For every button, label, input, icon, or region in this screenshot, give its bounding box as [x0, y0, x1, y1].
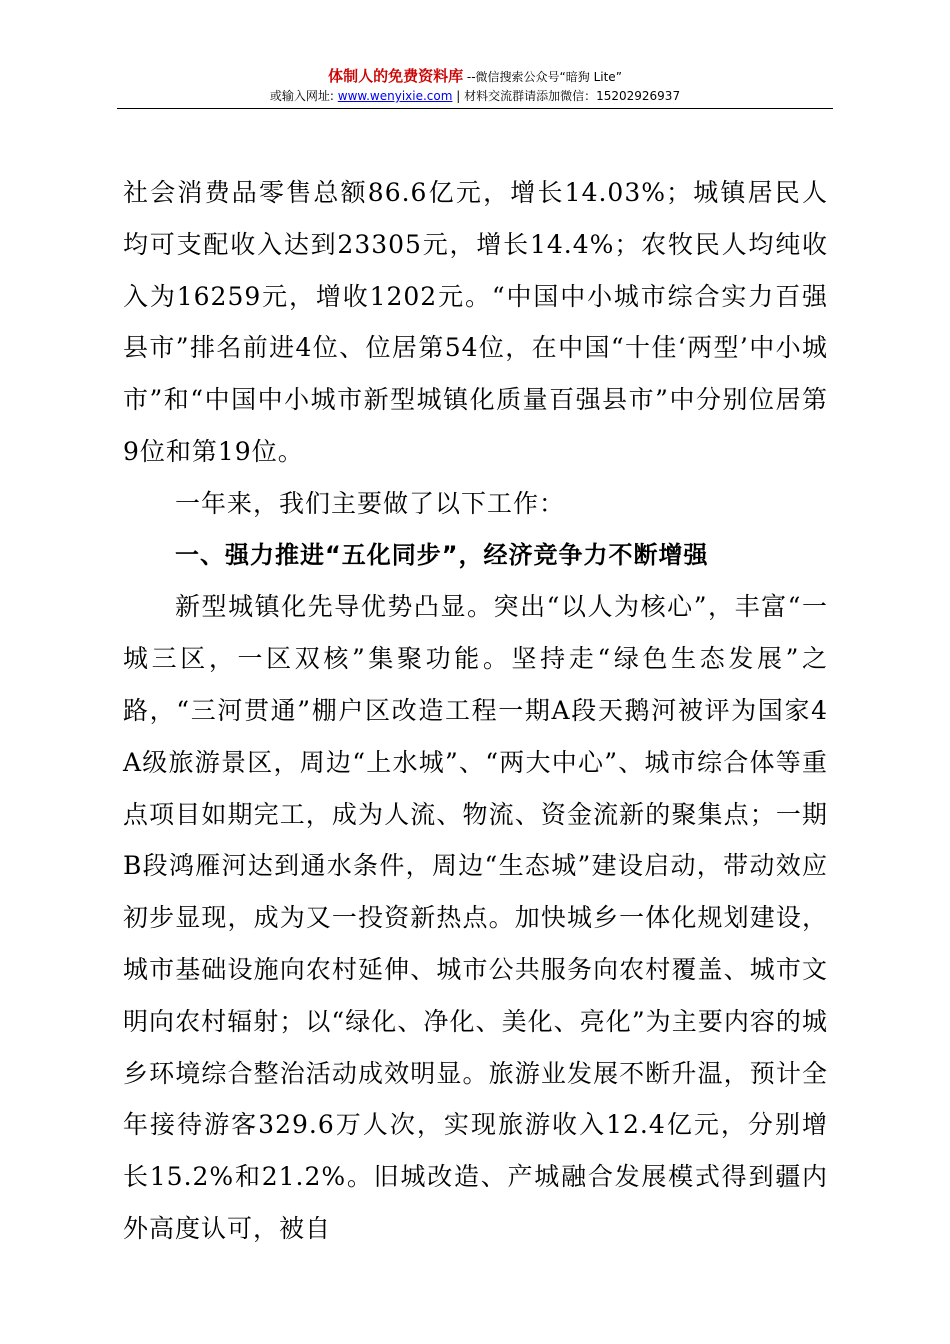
header-brand: 体制人的免费资料库	[328, 67, 464, 85]
page-header	[0, 66, 950, 105]
header-line-1	[0, 66, 950, 87]
paragraph-intro: 一年来，我们主要做了以下工作：	[175, 488, 566, 518]
section-heading-1: 一、强力推进“五化同步”，经济竞争力不断增强	[175, 540, 709, 569]
header-divider	[117, 108, 833, 109]
header-url-prefix: 或输入网址:	[269, 89, 338, 103]
document-body	[123, 167, 828, 1255]
header-line-2	[0, 87, 950, 105]
header-tagline: --微信搜索公众号“暗狗 Lite”	[463, 70, 622, 84]
paragraph-urbanization: 新型城镇化先导优势凸显。突出“以人为核心”，丰富“一城三区，一区双核”集聚功能。坚持走“绿色生态发展”之路，“三河贯通”棚户区改造工程一期A段天鹅河被评为国家4A级旅游景区，周边“上水城”、“两大中心”、城市综合体等重点项目如期完工，成为人流、物流、资金流新的聚集点；一期B段鸿雁河达到通水条件，周边“生态城”建设启动，带动效应初步显现，成为又一投资新热点。加快城乡一体化规划建设，城市基础设施向农村延伸、城市公共服务向农村覆盖、城市文明向农村辐射；以“绿化、净化、美化、亮化”为主要内容的城乡环境综合整治活动成效明显。旅游业发展不断升温，预计全年接待游客329.6万人次，实现旅游收入12.4亿元，分别增长15.2%和21.2%。旧城改造、产城融合发展模式得到疆内外高度认可，被自	[123, 592, 828, 1243]
header-contact: | 材料交流群请添加微信：15202926937	[452, 89, 681, 103]
paragraph-statistics: 社会消费品零售总额86.6亿元，增长14.03%；城镇居民人均可支配收入达到23305元，增长14.4%；农牧民人均纯收入为16259元，增收1202元。“中国中小城市综合实力百强县市”排名前进4位、位居第54位，在中国“十佳‘两型’中小城市”和“中国中小城市新型城镇化质量百强县市”中分别位居第9位和第19位。	[123, 178, 828, 466]
header-url-link[interactable]: www.wenyixie.com	[337, 89, 453, 103]
